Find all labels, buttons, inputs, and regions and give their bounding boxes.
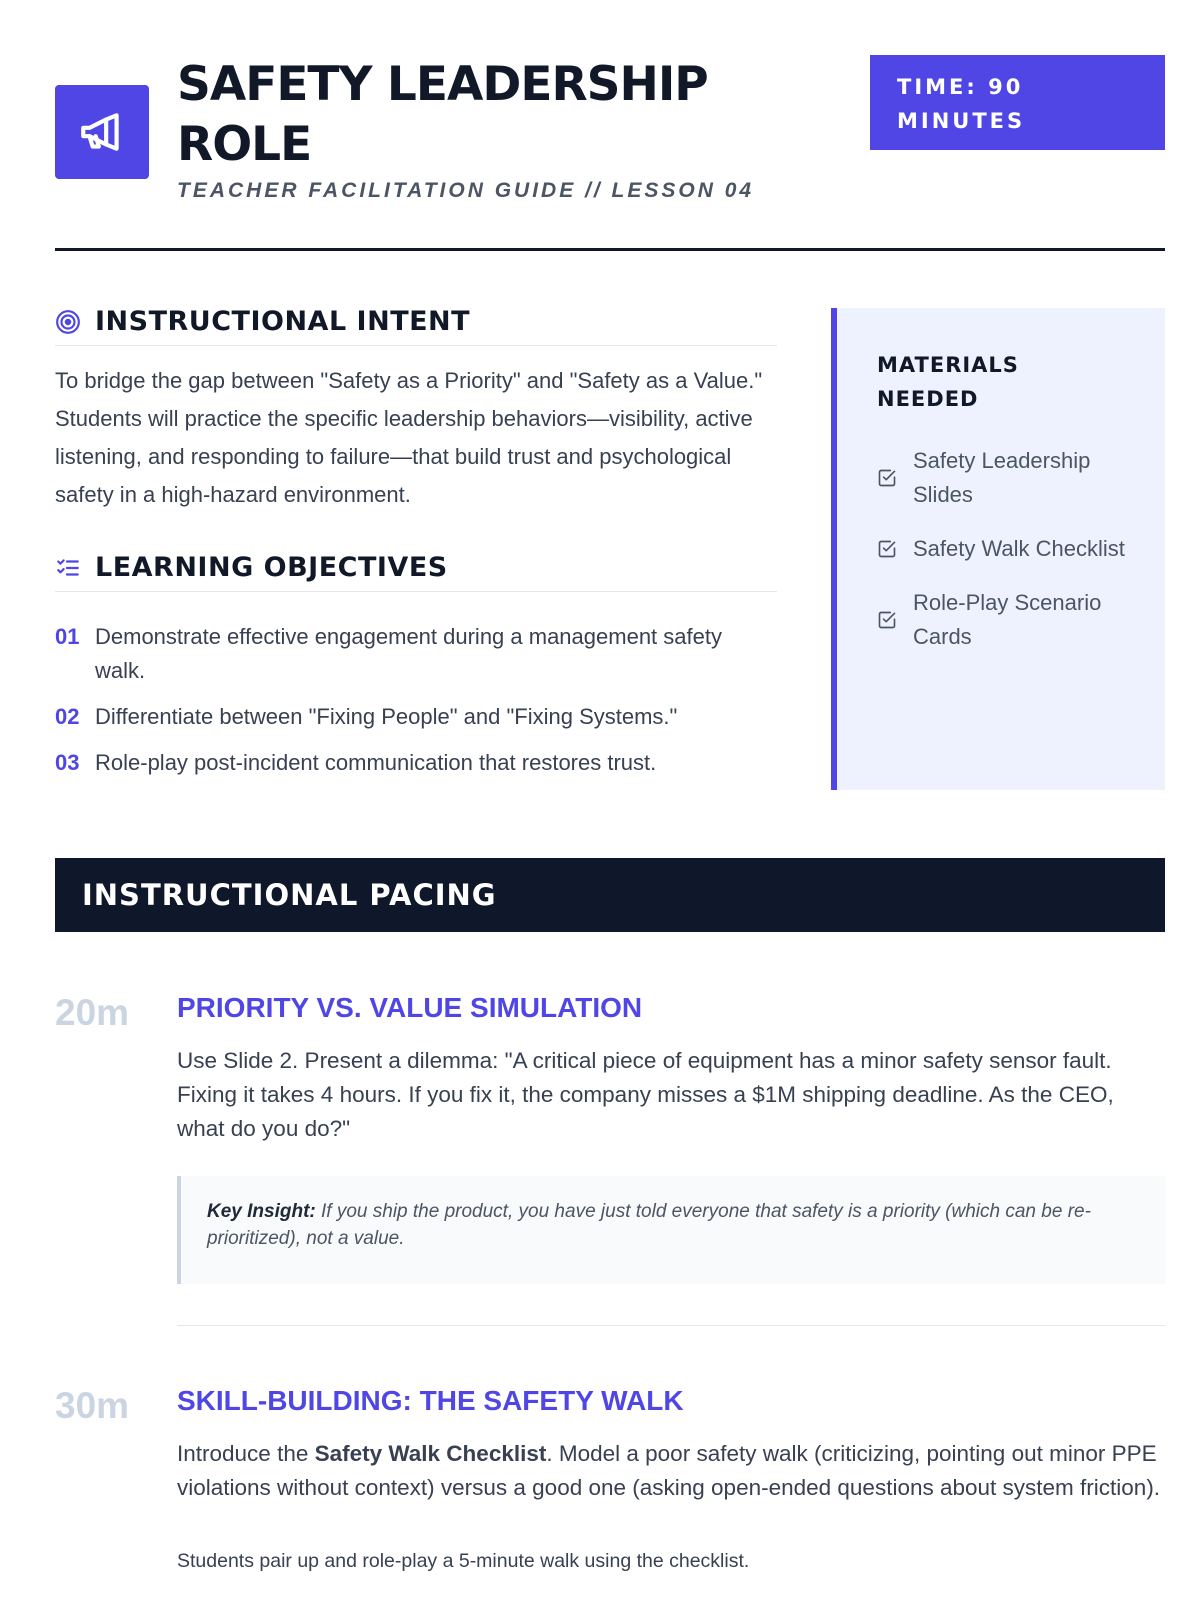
material-item bbox=[877, 586, 1125, 654]
objectives-heading-row bbox=[55, 544, 777, 592]
objective-number: 01 bbox=[55, 624, 80, 649]
target-icon bbox=[55, 309, 81, 335]
objective-item bbox=[55, 746, 777, 780]
objective-text: Role-play post-incident communication that restores trust. bbox=[95, 750, 657, 775]
material-label: Safety Leadership Slides bbox=[913, 448, 1091, 507]
materials-heading: MATERIALS NEEDED bbox=[877, 353, 1019, 411]
material-label: Role-Play Scenario Cards bbox=[913, 590, 1102, 649]
checklist-icon bbox=[55, 555, 81, 581]
intent-text: To bridge the gap between "Safety as a Priority" and "Safety as a Value." Students will practice the specific leadership behaviors—visibility, active listening, and responding to failure—that build trust and psychological safety in a high-hazard environment. bbox=[55, 368, 763, 507]
block-text-start: Introduce the bbox=[177, 1441, 315, 1466]
intent-heading: INSTRUCTIONAL INTENT bbox=[95, 306, 471, 337]
block-text-bold: Safety Walk Checklist bbox=[314, 1441, 547, 1466]
checkbox-icon bbox=[877, 468, 897, 488]
block-duration: 30m bbox=[55, 1385, 130, 1426]
material-item bbox=[877, 444, 1125, 512]
objectives-list bbox=[55, 620, 777, 792]
megaphone-icon bbox=[77, 107, 127, 157]
block-text bbox=[177, 1437, 1165, 1505]
time-badge: TIME: 90 MINUTES bbox=[870, 55, 1165, 150]
block-text: Use Slide 2. Present a dilemma: "A critical piece of equipment has a minor safety sensor fault. Fixing it takes 4 hours. If you fix it, the company misses a $1M shipping deadline. As the CEO, what do you do?" bbox=[177, 1048, 1114, 1141]
intent-heading-row bbox=[55, 298, 777, 346]
insight-label: Key Insight: bbox=[207, 1201, 316, 1222]
materials-list bbox=[877, 444, 1125, 654]
objective-text: Differentiate between "Fixing People" and "Fixing Systems." bbox=[95, 704, 678, 729]
material-item bbox=[877, 532, 1125, 566]
block-duration: 20m bbox=[55, 992, 130, 1033]
lesson-page bbox=[55, 0, 1165, 1600]
objective-item bbox=[55, 620, 777, 688]
objectives-heading: LEARNING OBJECTIVES bbox=[95, 552, 448, 583]
checkbox-icon bbox=[877, 539, 897, 559]
page-header bbox=[55, 55, 1165, 251]
materials-panel bbox=[831, 308, 1165, 790]
insight-text: If you ship the product, you have just told everyone that safety is a priority (which can be re-prioritized), not a value. bbox=[207, 1201, 1091, 1249]
material-label: Safety Walk Checklist bbox=[913, 536, 1125, 561]
objective-number: 03 bbox=[55, 750, 80, 775]
page-title: SAFETY LEADERSHIP ROLE bbox=[177, 57, 708, 172]
objective-item bbox=[55, 700, 777, 734]
page-subtitle: TEACHER FACILITATION GUIDE // LESSON 04 bbox=[177, 179, 755, 202]
checkbox-icon bbox=[877, 610, 897, 630]
key-insight-callout bbox=[177, 1176, 1165, 1284]
block-text-end: . Model a poor safety walk (criticizing, pointing out minor PPE violations without context) versus a good one (asking open-ended questions about system friction). bbox=[177, 1441, 1161, 1500]
objective-number: 02 bbox=[55, 704, 80, 729]
pacing-banner: INSTRUCTIONAL PACING bbox=[55, 858, 1165, 932]
block-note: Students pair up and role-play a 5-minute walk using the checklist. bbox=[177, 1550, 750, 1572]
logo-badge bbox=[55, 85, 149, 179]
block-divider bbox=[177, 1325, 1165, 1326]
objective-text: Demonstrate effective engagement during a management safety walk. bbox=[95, 624, 722, 683]
block-title: PRIORITY VS. VALUE SIMULATION bbox=[177, 992, 643, 1023]
block-title: SKILL-BUILDING: THE SAFETY WALK bbox=[177, 1385, 684, 1416]
